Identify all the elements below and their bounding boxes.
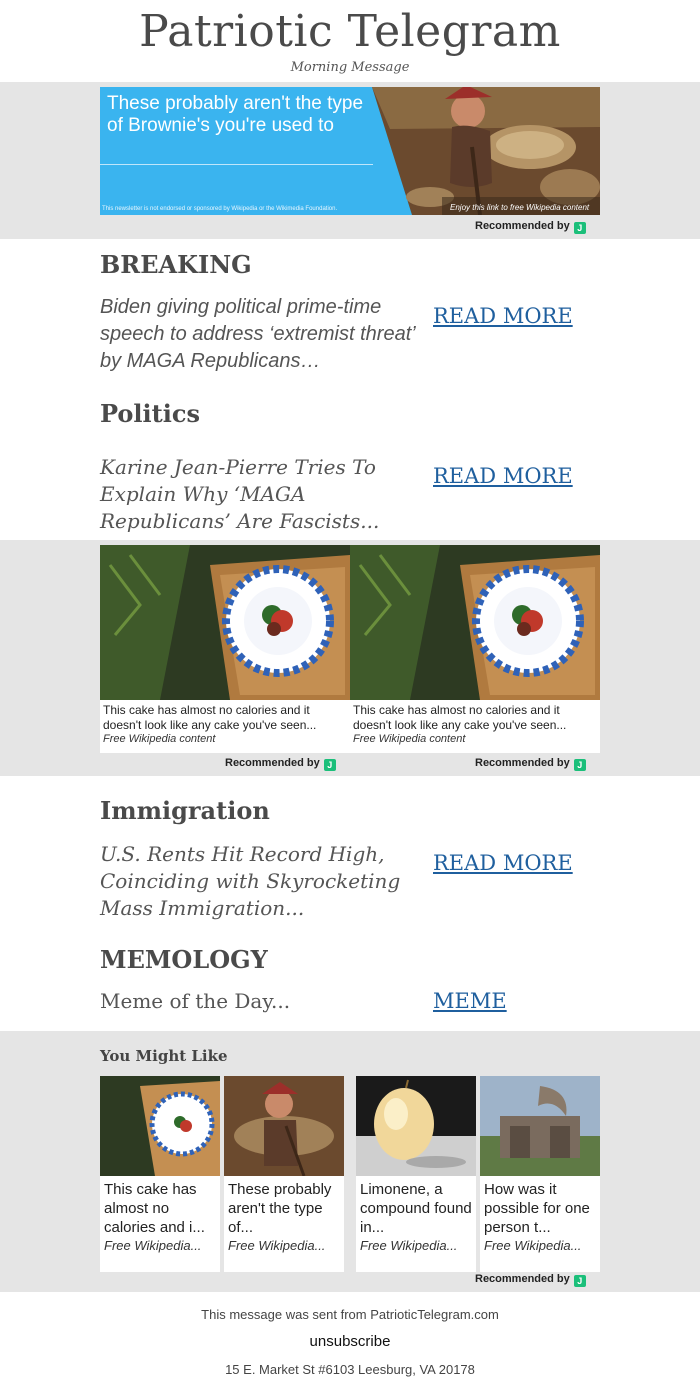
- breaking-headline[interactable]: Biden giving political prime-time speech to address ‘extremist threat’ by MAGA Republicans…: [100, 296, 415, 372]
- politics-read-more-link[interactable]: READ MORE: [433, 464, 573, 488]
- recommended-by-right[interactable]: [475, 757, 586, 771]
- recommendation-title[interactable]: Limonene, a compound found in...: [360, 1181, 472, 1236]
- recommendation-card[interactable]: [100, 1076, 220, 1272]
- recommendation-title[interactable]: How was it possible for one person t...: [484, 1181, 590, 1236]
- mid-ad-source: Free Wikipedia content: [353, 733, 466, 745]
- recommendation-source: Free Wikipedia...: [484, 1238, 582, 1253]
- recommender-logo-icon: J: [574, 1275, 586, 1287]
- recommended-by-left[interactable]: [225, 757, 336, 771]
- top-ad-headline[interactable]: These probably aren't the type of Brownie's you're used to: [107, 93, 364, 136]
- recommendation-source: Free Wikipedia...: [360, 1238, 458, 1253]
- banner-caption[interactable]: Enjoy this link to free Wikipedia content: [450, 203, 590, 212]
- recommendation-title[interactable]: These probably aren't the type of...: [228, 1181, 332, 1236]
- mid-ad-title[interactable]: This cake has almost no calories and it doesn't look like any cake you've seen...: [353, 703, 567, 732]
- section-heading-immigration: Immigration: [100, 796, 270, 825]
- recommended-label: Recommended by: [225, 757, 320, 769]
- mid-ad-card[interactable]: [100, 545, 350, 753]
- recommended-label: Recommended by: [475, 220, 570, 232]
- politics-headline[interactable]: Karine Jean-Pierre Tries To Explain Why ‘MAGA Republicans’ Are Fascists...: [100, 455, 380, 533]
- site-tagline: Morning Message: [290, 60, 410, 75]
- unsubscribe-link[interactable]: unsubscribe: [309, 1333, 391, 1350]
- footer-address: 15 E. Market St #6103 Leesburg, VA 20178: [225, 1362, 475, 1377]
- recommendation-card[interactable]: [224, 1076, 344, 1272]
- mid-ad-source: Free Wikipedia content: [103, 733, 216, 745]
- banner-disclaimer: This newsletter is not endorsed or sponsored by Wikipedia or the Wikimedia Foundation.: [102, 206, 338, 212]
- recommendation-card[interactable]: [356, 1076, 476, 1272]
- banner-divider: [100, 164, 373, 165]
- mid-ad-card[interactable]: [350, 545, 600, 753]
- lemon-thumbnail: [356, 1076, 476, 1176]
- memology-headline[interactable]: Meme of the Day...: [100, 989, 291, 1013]
- footer-sent-from: This message was sent from PatrioticTelegram.com: [201, 1307, 499, 1322]
- recommender-logo-icon: J: [574, 222, 586, 234]
- recommender-logo-icon: J: [574, 759, 586, 771]
- immigration-read-more-link[interactable]: READ MORE: [433, 851, 573, 875]
- recommended-by-top[interactable]: [475, 220, 586, 234]
- cake-plate-thumbnail: [100, 1076, 220, 1176]
- mid-ad-title[interactable]: This cake has almost no calories and it doesn't look like any cake you've seen...: [103, 703, 317, 732]
- cake-plate-image: [350, 545, 600, 700]
- recommendation-source: Free Wikipedia...: [104, 1238, 202, 1253]
- coral-castle-thumbnail: [480, 1076, 600, 1176]
- immigration-headline[interactable]: U.S. Rents Hit Record High, Coinciding with Skyrocketing Mass Immigration...: [100, 842, 401, 920]
- meme-link[interactable]: MEME: [433, 989, 507, 1013]
- site-title: Patriotic Telegram: [139, 6, 561, 57]
- brownie-thumbnail: [224, 1076, 344, 1176]
- newsletter-header: [0, 0, 700, 82]
- recommendation-source: Free Wikipedia...: [228, 1238, 326, 1253]
- recommender-logo-icon: J: [324, 759, 336, 771]
- recommended-label: Recommended by: [475, 757, 570, 769]
- recommendation-card[interactable]: [480, 1076, 600, 1272]
- brownie-illustration[interactable]: [100, 87, 600, 215]
- recommended-by-bottom[interactable]: [475, 1273, 586, 1287]
- you-might-like-title: You Might Like: [100, 1047, 228, 1065]
- breaking-read-more-link[interactable]: READ MORE: [433, 304, 573, 328]
- section-heading-politics: Politics: [100, 399, 200, 428]
- recommendation-title[interactable]: This cake has almost no calories and i...: [104, 1181, 205, 1236]
- cake-plate-image: [100, 545, 350, 700]
- recommended-label: Recommended by: [475, 1273, 570, 1285]
- section-heading-breaking: BREAKING: [100, 250, 252, 279]
- section-heading-memology: MEMOLOGY: [100, 945, 268, 974]
